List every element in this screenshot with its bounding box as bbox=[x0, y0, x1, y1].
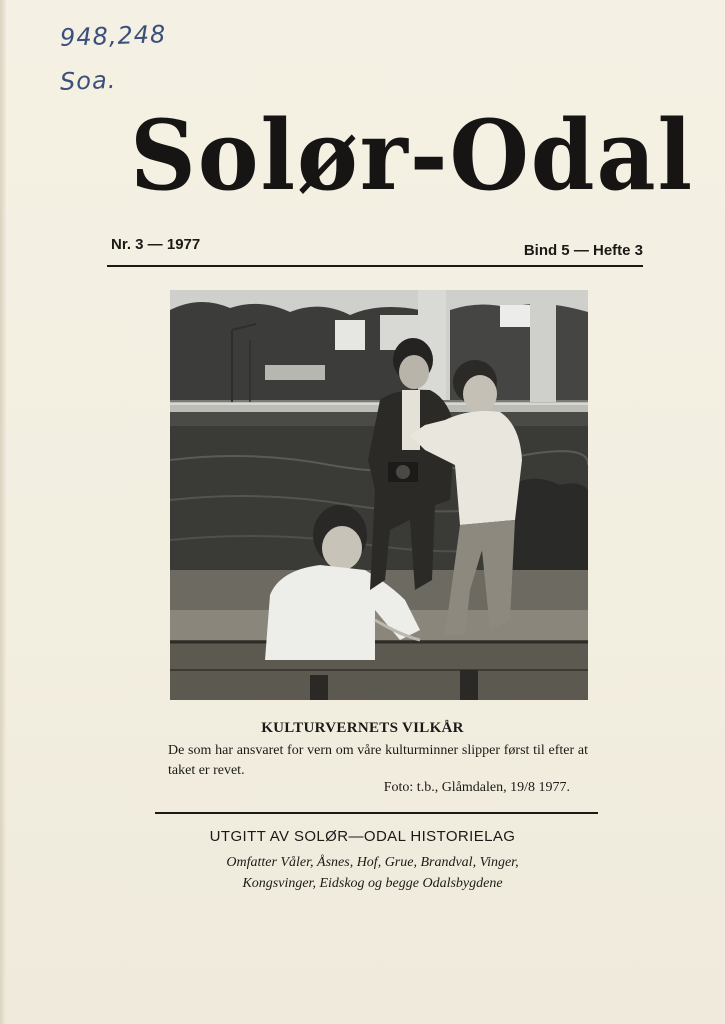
coverage-line-2: Kongsvinger, Eidskog og begge Odalsbygdene bbox=[242, 876, 503, 891]
header-divider bbox=[107, 265, 643, 267]
issue-number: Nr. 3 — 1977 bbox=[111, 236, 201, 253]
cover-photograph bbox=[170, 290, 588, 700]
photo-illustration bbox=[170, 290, 588, 700]
photo-credit: Foto: t.b., Glåmdalen, 19/8 1977. bbox=[383, 780, 570, 795]
volume-number: Bind 5 — Hefte 3 bbox=[523, 242, 643, 259]
caption-title: KULTURVERNETS VILKÅR bbox=[261, 720, 464, 736]
coverage-area bbox=[0, 852, 725, 894]
coverage-line-1: Omfatter Våler, Åsnes, Hof, Grue, Brandval, Vinger, bbox=[226, 855, 519, 870]
caption-text: De som har ansvaret for vern om våre kulturminner slipper først til efter at taket er revet. bbox=[168, 743, 588, 778]
issue-info bbox=[108, 232, 643, 262]
catalog-number: 948,248 bbox=[59, 20, 167, 52]
publisher-line: UTGITT AV SOLØR—ODAL HISTORIELAG bbox=[209, 828, 516, 845]
masthead-title: Solør-Odal bbox=[130, 99, 695, 212]
footer-divider bbox=[155, 812, 598, 814]
catalog-code: Soa. bbox=[59, 65, 117, 96]
